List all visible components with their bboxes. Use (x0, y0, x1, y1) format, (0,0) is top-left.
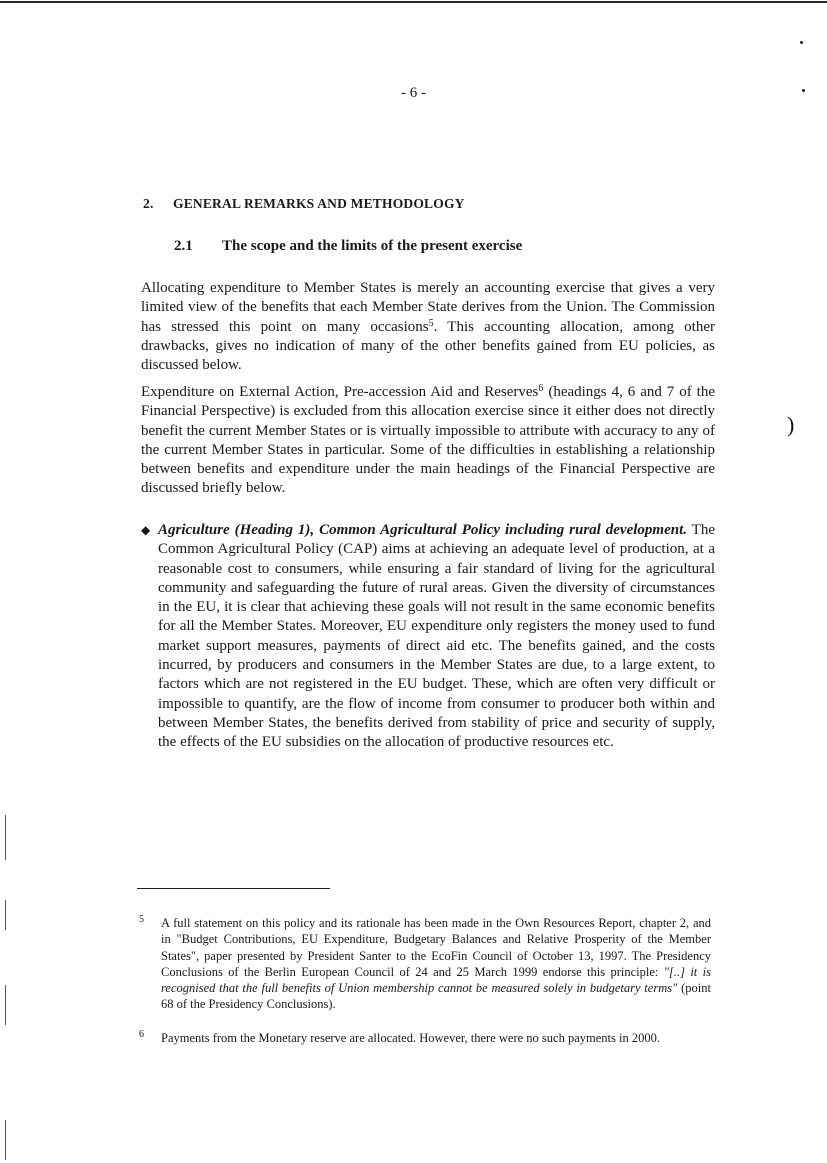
paragraph-text: . This accounting allocation, among other drawbacks, gives no indication of many of the other benefits gained from EU policies, as discussed below. (141, 318, 715, 374)
section-heading (143, 196, 465, 212)
footnote-reference: 6 (538, 383, 544, 394)
footnote-6 (139, 1030, 711, 1046)
scan-speck (800, 41, 803, 44)
footnote-marker: 5 (139, 914, 144, 925)
footnote-marker: 6 (139, 1029, 144, 1040)
footnote-separator (137, 888, 330, 889)
bullet-agriculture (141, 521, 715, 753)
paragraph-text: Allocating expenditure to Member States is merely an accounting exercise that gives a very limited view of the benefits that each Member State derives from the Union. The Commission has stressed this point on many occasions (141, 280, 715, 335)
paragraph-text: Expenditure on External Action, Pre-accession Aid and Reserves (141, 384, 539, 400)
bullet-lead: Agriculture (Heading 1), Common Agricultural Policy including rural development. (158, 522, 687, 538)
subsection-title: The scope and the limits of the present exercise (222, 238, 523, 254)
paragraph-expenditure (141, 383, 715, 499)
footnote-quote: "[..] it is recognised that the full benefits of Union membership cannot be measured solely in budgetary terms" (161, 964, 711, 996)
page-number: - 6 - (401, 85, 426, 101)
scan-margin-mark: ) (787, 412, 795, 437)
scan-margin-line (5, 815, 6, 860)
footnote-text-part: A full statement on this policy and its rationale has been made in the Own Resources Report, chapter 2, and in "Budget Contributions, EU Expenditure, Budgetary Balances and Relative Prosperity of the Member States", paper presented by President Santer to the EcoFin Council of October 13, 1997. The Presidency Conclusions of the Berlin European Council of 24 and 25 March 1999 endorse this principle: (161, 916, 711, 979)
scan-margin-line (5, 985, 6, 1025)
scan-margin-line (5, 1120, 6, 1160)
section-title: GENERAL REMARKS AND METHODOLOGY (173, 196, 465, 211)
scan-top-edge (0, 1, 827, 3)
paragraph-allocation (141, 279, 715, 375)
diamond-bullet-icon: ◆ (141, 523, 151, 537)
paragraph-text: (headings 4, 6 and 7 of the Financial Perspective) is excluded from this allocation exercise since it either does not directly benefit the current Member States or is virtually impossible to attribute with accuracy to any of the current Member States in particular. Some of the difficulties in establishing a relationship between benefits and expenditure under the main headings of the Financial Perspective are discussed briefly below. (141, 384, 716, 497)
section-number: 2. (143, 196, 154, 211)
scan-margin-line (5, 900, 6, 930)
footnote-reference: 5 (428, 317, 434, 329)
footnote-text (161, 915, 711, 1013)
bullet-body: The Common Agricultural Policy (CAP) aims at achieving an adequate level of production, at a reasonable cost to consumers, while ensuring a fair standard of living for the agricultural community and safeguarding the future of rural areas. Given the diversity of circumstances in the EU, it is clear that achieving these goals will not result in the same economic benefits for all the Member States. Moreover, EU expenditure only registers the money used to fund market support measures, payments of direct aid etc. The benefits gained, and the costs incurred, by producers and consumers in the Member States are due, to a large extent, to factors which are not registered in the EU budget. These, which are often very difficult or impossible to quantify, are the flow of income from consumer to producer both within and between Member States, the benefits derived from stability of price and security of supply, the effects of the EU subsidies on the allocation of productive resources etc. (158, 522, 715, 751)
subsection-heading (174, 238, 522, 255)
subsection-number: 2.1 (174, 238, 193, 254)
bullet-text (158, 521, 715, 753)
footnote-text-part: (point 68 of the Presidency Conclusions). (161, 981, 711, 1012)
footnote-5 (139, 915, 711, 1013)
footnote-text: Payments from the Monetary reserve are allocated. However, there were no such payments in 2000. (161, 1031, 660, 1045)
